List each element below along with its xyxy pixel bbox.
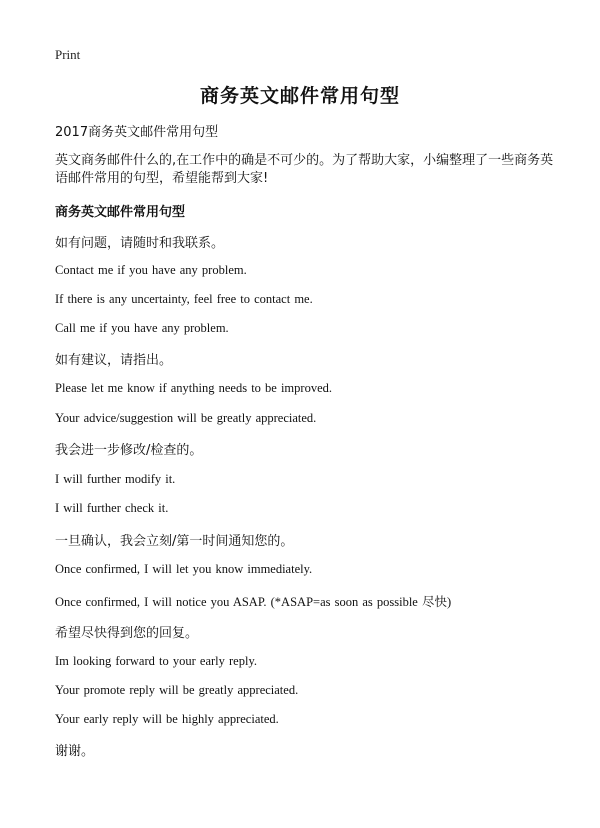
chinese-sentence: 如有问题，请随时和我联系。	[55, 236, 225, 251]
chinese-sentence: 如有建议，请指出。	[55, 353, 173, 368]
english-sentence: Your advice/suggestion will be greatly appreciated.	[55, 411, 317, 425]
english-sentence: If there is any uncertainty, feel free to contact me.	[55, 292, 313, 306]
english-sentence: Your early reply will be highly appreciated.	[55, 712, 279, 726]
article-intro: 英文商务邮件什么的,在工作中的确是不可少的。为了帮助大家，小编整理了一些商务英语邮件常用的句型，希望能帮到大家!	[55, 153, 554, 186]
chinese-sentence: 谢谢。	[55, 744, 95, 759]
article-subtitle: 2017商务英文邮件常用句型	[55, 125, 219, 140]
english-sentence: Once confirmed, I will let you know immediately.	[55, 562, 313, 576]
print-link[interactable]: Print	[55, 47, 81, 62]
section-heading: 商务英文邮件常用句型	[55, 205, 186, 220]
english-sentence: I will further modify it.	[55, 472, 176, 486]
english-sentence: Call me if you have any problem.	[55, 321, 229, 335]
chinese-sentence: 我会进一步修改/检查的。	[55, 443, 203, 458]
chinese-sentence: 一旦确认，我会立刻/第一时间通知您的。	[55, 534, 294, 549]
page-title: 商务英文邮件常用句型	[199, 85, 400, 107]
english-sentence: Im looking forward to your early reply.	[55, 654, 258, 668]
english-sentence: I will further check it.	[55, 501, 169, 515]
english-sentence: Please let me know if anything needs to be improved.	[55, 381, 332, 395]
chinese-sentence: 希望尽快得到您的回复。	[55, 626, 199, 641]
english-sentence: Your promote reply will be greatly appreciated.	[55, 683, 299, 697]
english-sentence: Once confirmed, I will notice you ASAP. (*ASAP=as soon as possible 尽快)	[55, 595, 452, 609]
english-sentence: Contact me if you have any problem.	[55, 263, 247, 277]
